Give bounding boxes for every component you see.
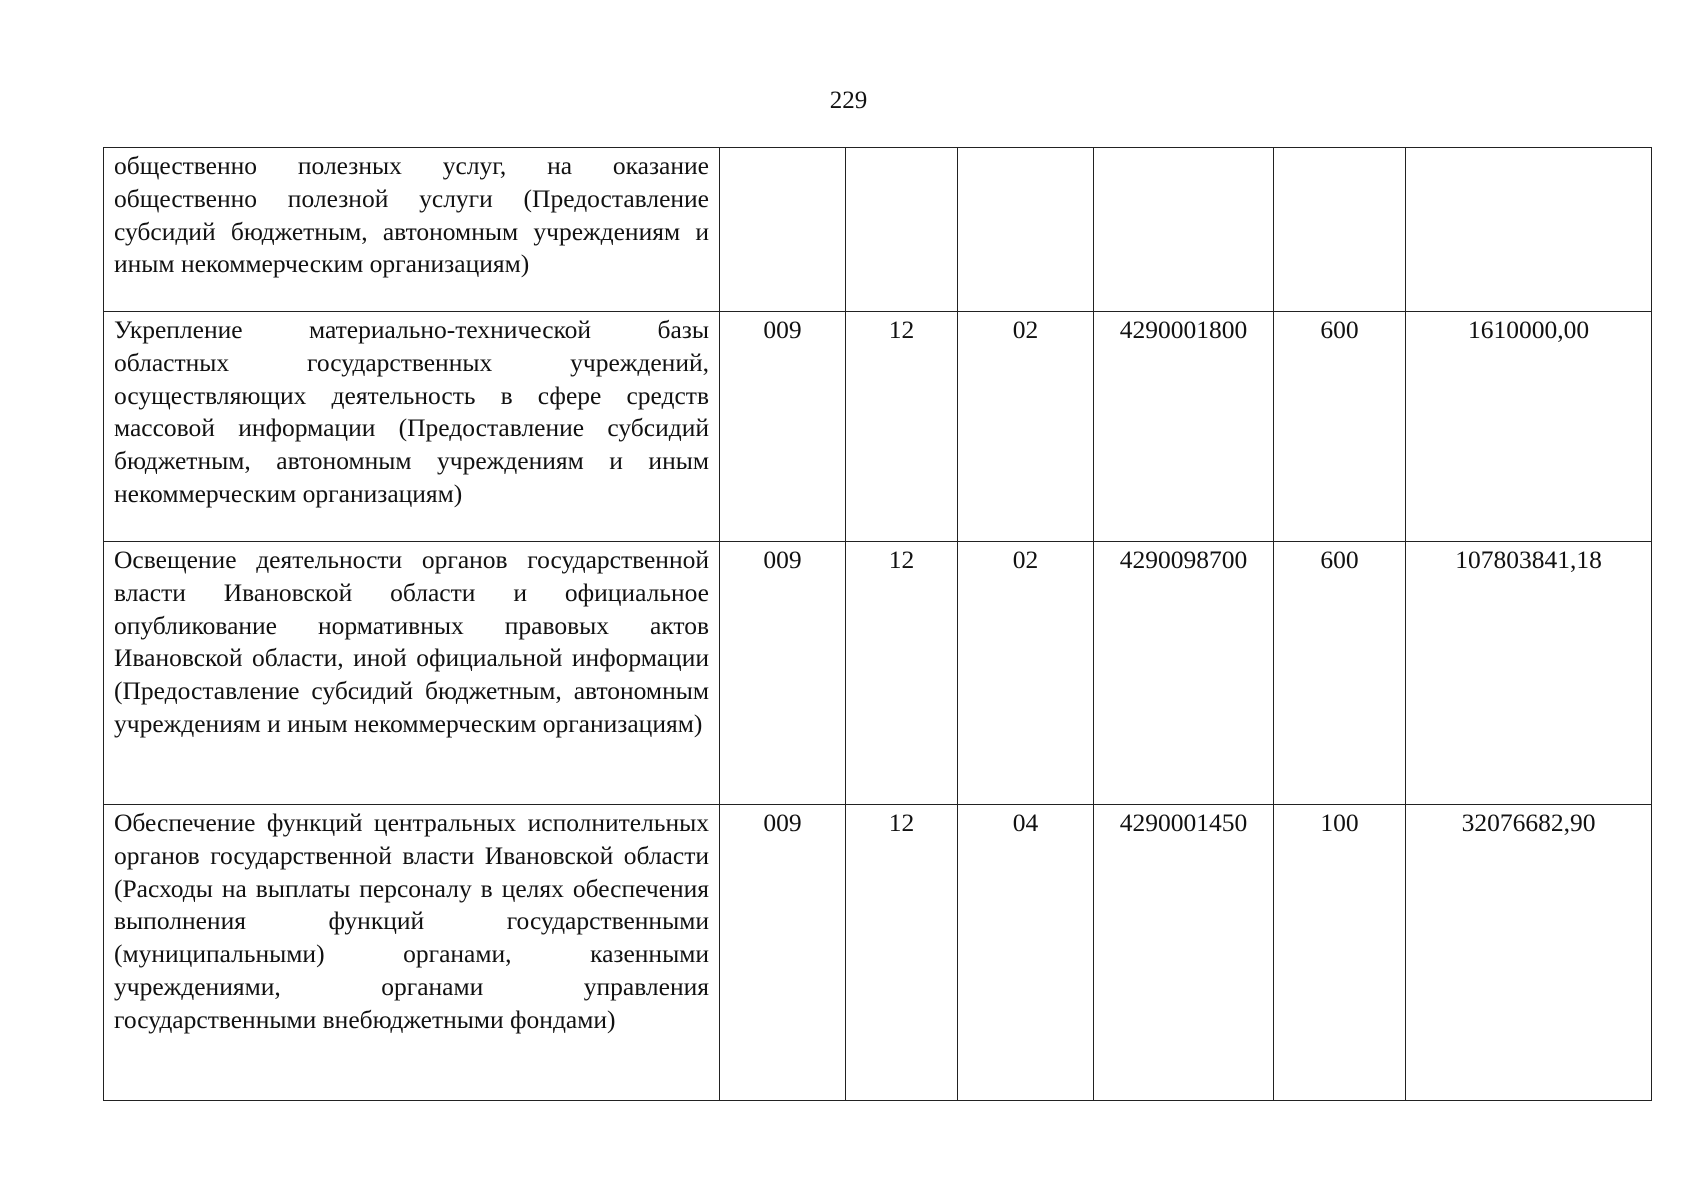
row-subsection-code xyxy=(958,148,1094,312)
row-section-code xyxy=(846,148,958,312)
row-target-article-code: 4290001450 xyxy=(1094,805,1274,1101)
row-description: общественно полезных услуг, на оказание общественно полезной услуги (Предоставление субсидий бюджетным, автономным учреждениям и иным некоммерческим организациям) xyxy=(104,148,720,312)
row-description: Укрепление материально-технической базы областных государственных учреждений, осуществляющих деятельность в сфере средств массовой информации (Предоставление субсидий бюджетным, автономным учреждениям и иным некоммерческим организациям) xyxy=(104,312,720,542)
row-ministry-code xyxy=(720,148,846,312)
row-subsection-code: 02 xyxy=(958,542,1094,805)
row-description: Освещение деятельности органов государственной власти Ивановской области и официальное опубликование нормативных правовых актов Ивановской области, иной официальной информации (Предоставление субсидий бюджетным, автономным учреждениям и иным некоммерческим организациям) xyxy=(104,542,720,805)
budget-table xyxy=(103,147,1652,1101)
row-section-code: 12 xyxy=(846,312,958,542)
row-expense-type-code: 600 xyxy=(1274,542,1406,805)
row-target-article-code: 4290098700 xyxy=(1094,542,1274,805)
row-ministry-code: 009 xyxy=(720,542,846,805)
row-expense-type-code xyxy=(1274,148,1406,312)
row-section-code: 12 xyxy=(846,805,958,1101)
row-subsection-code: 04 xyxy=(958,805,1094,1101)
table-row xyxy=(104,148,1652,312)
table-row xyxy=(104,312,1652,542)
row-ministry-code: 009 xyxy=(720,805,846,1101)
row-amount: 1610000,00 xyxy=(1406,312,1652,542)
row-amount: 32076682,90 xyxy=(1406,805,1652,1101)
row-subsection-code: 02 xyxy=(958,312,1094,542)
row-amount xyxy=(1406,148,1652,312)
table-row xyxy=(104,542,1652,805)
row-amount: 107803841,18 xyxy=(1406,542,1652,805)
table-row xyxy=(104,805,1652,1101)
row-target-article-code: 4290001800 xyxy=(1094,312,1274,542)
page-number: 229 xyxy=(829,87,868,114)
row-description: Обеспечение функций центральных исполнительных органов государственной власти Ивановской области (Расходы на выплаты персоналу в целях обеспечения выполнения функций государственными (муниципальными) органами, казенными учреждениями, органами управления государственными внебюджетными фондами) xyxy=(104,805,720,1101)
row-target-article-code xyxy=(1094,148,1274,312)
row-expense-type-code: 600 xyxy=(1274,312,1406,542)
row-expense-type-code: 100 xyxy=(1274,805,1406,1101)
row-ministry-code: 009 xyxy=(720,312,846,542)
row-section-code: 12 xyxy=(846,542,958,805)
